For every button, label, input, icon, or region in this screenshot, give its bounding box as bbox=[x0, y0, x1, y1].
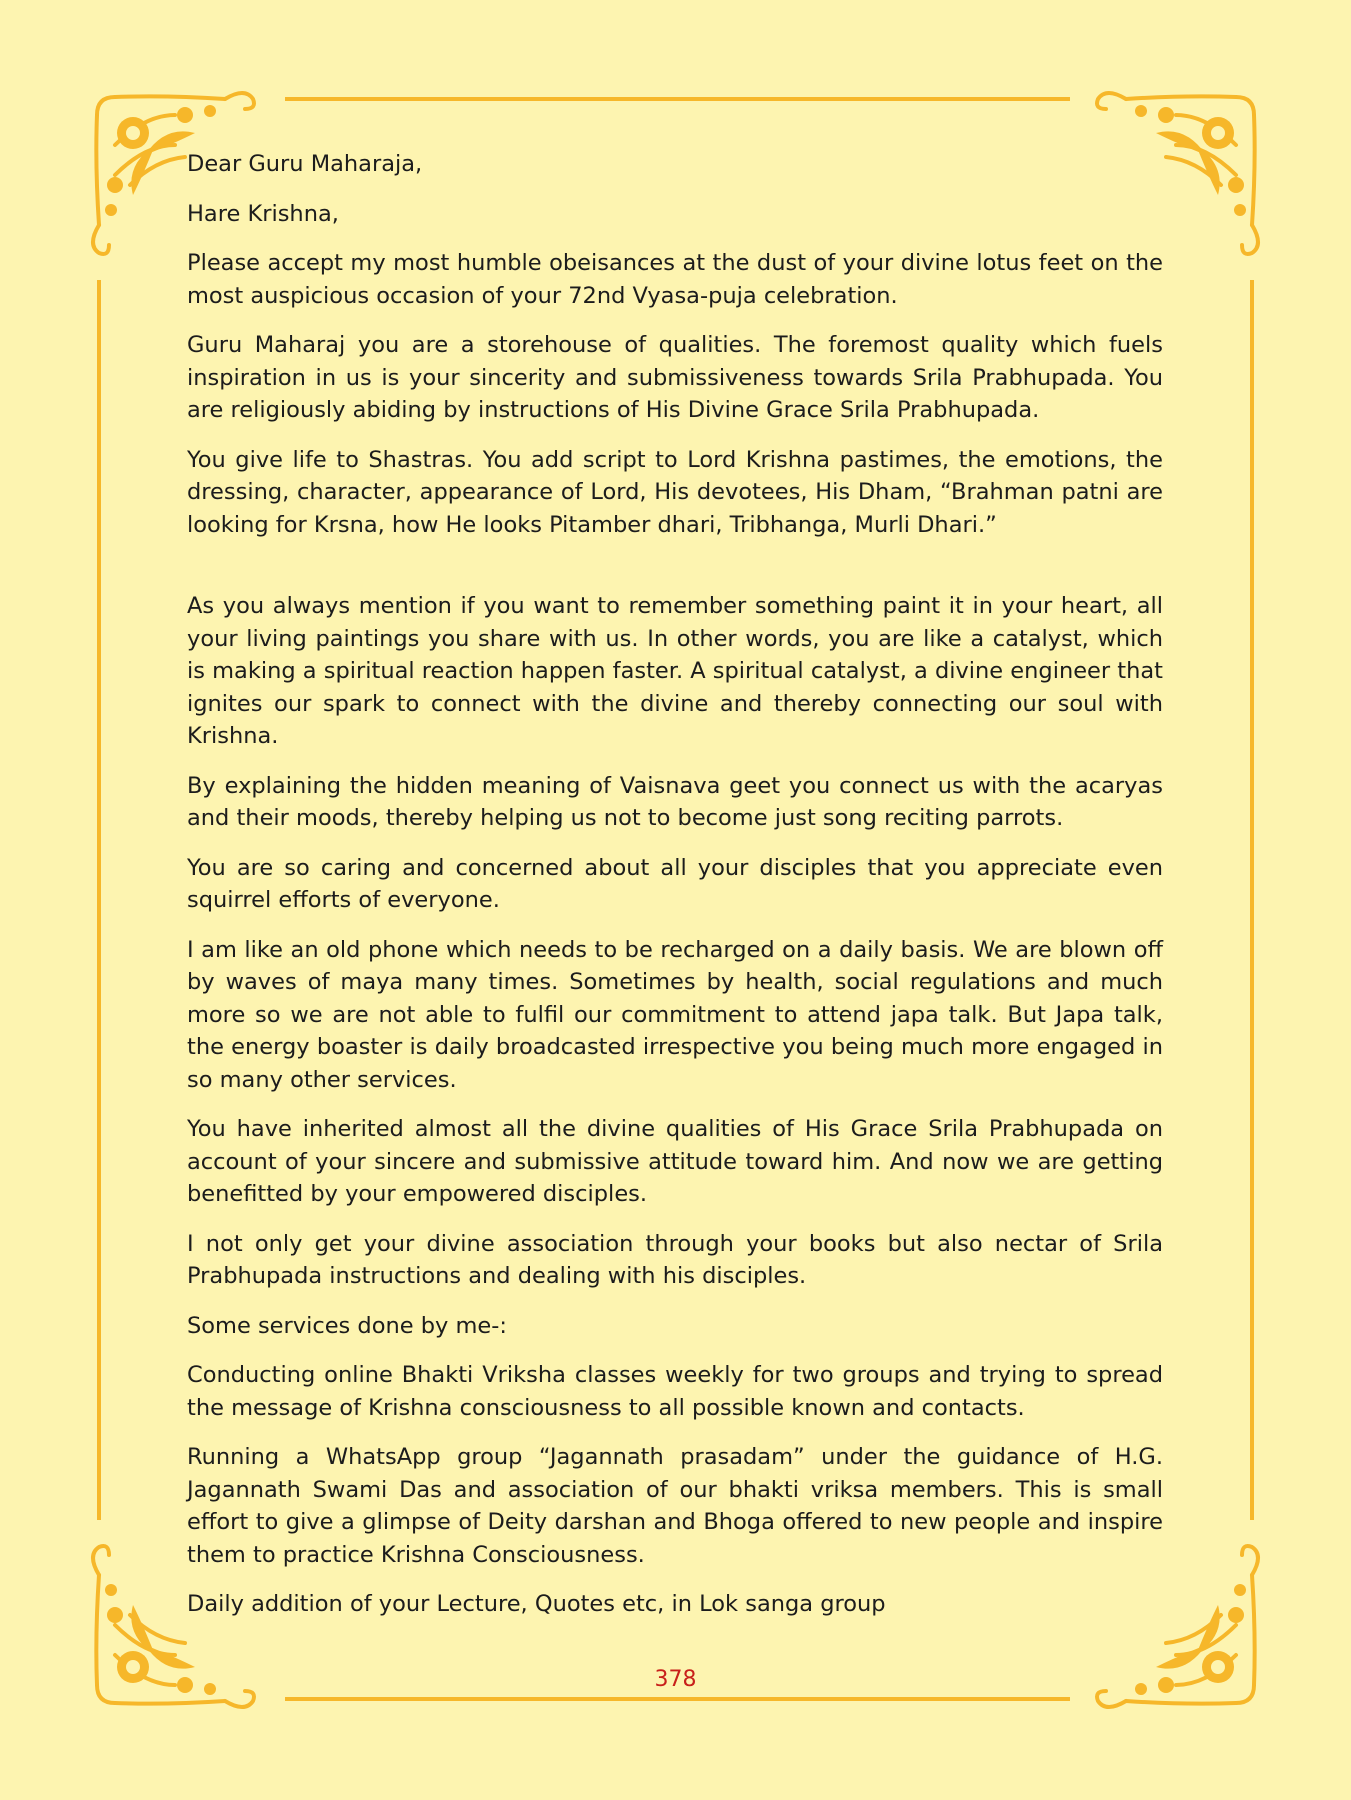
paragraph: Some services done by me-: bbox=[187, 1312, 507, 1339]
border-right-line bbox=[1250, 280, 1254, 1520]
paragraph: Daily addition of your Lecture, Quotes etc, in Lok sanga group bbox=[187, 1591, 886, 1617]
greeting: Hare Krishna, bbox=[187, 200, 339, 227]
paragraph: By explaining the hidden meaning of Vaisnava geet you connect us with the acaryas and their moods, thereby helping us not to become just song reciting parrots. bbox=[187, 772, 1163, 831]
letter-body bbox=[187, 148, 1163, 1638]
paragraph: Conducting online Bhakti Vriksha classes weekly for two groups and trying to spread the message of Krishna consciousness to all possible known and contacts. bbox=[187, 1362, 1163, 1421]
paragraph: Guru Maharaj you are a storehouse of qualities. The foremost quality which fuels inspiration in us is your sincerity and submissiveness towards Srila Prabhupada. You are religiously abiding by instructions of His Divine Grace Srila Prabhupada. bbox=[187, 332, 1163, 423]
paragraph: You are so caring and concerned about all your disciples that you appreciate even squirrel efforts of everyone. bbox=[187, 854, 1163, 913]
section-gap bbox=[187, 558, 1163, 590]
border-bottom-line bbox=[285, 1697, 1070, 1701]
paragraph: You give life to Shastras. You add script to Lord Krishna pastimes, the emotions, the dressing, character, appearance of Lord, His devotees, His Dham, “Brahman patni are looking for Krsna, how He looks Pitamber dhari, Tribhanga, Murli Dhari.” bbox=[187, 446, 1163, 538]
paragraph: I am like an old phone which needs to be recharged on a daily basis. We are blown off by waves of maya many times. Sometimes by health, social regulations and much more so we are not able to fulfil our commitment to attend japa talk. But Japa talk, the energy boaster is daily broadcasted irrespective you being much more engaged in so many other services. bbox=[187, 936, 1163, 1093]
paragraph: You have inherited almost all the divine qualities of His Grace Srila Prabhupada on account of your sincere and submissive attitude toward him. And now we are getting benefitted by your empowered disciples. bbox=[187, 1116, 1163, 1207]
border-left-line bbox=[97, 280, 101, 1520]
paragraph: As you always mention if you want to remember something paint it in your heart, all your living paintings you share with us. In other words, you are like a catalyst, which is making a spiritual reaction happen faster. A spiritual catalyst, a divine engineer that ignites our spark to connect with the divine and thereby connecting our soul with Krishna. bbox=[187, 593, 1163, 749]
page-number: 378 bbox=[654, 1667, 697, 1692]
salutation: Dear Guru Maharaja, bbox=[187, 151, 423, 177]
border-top-line bbox=[285, 97, 1070, 101]
paragraph: I not only get your divine association through your books but also nectar of Srila Prabhupada instructions and dealing with his disciples. bbox=[187, 1230, 1163, 1289]
paragraph: Running a WhatsApp group “Jagannath prasadam” under the guidance of H.G. Jagannath Swami Das and association of our bhakti vriksa members. This is small effort to give a glimpse of Deity darshan and Bhoga offered to new people and inspire them to practice Krishna Consciousness. bbox=[187, 1444, 1163, 1568]
paragraph: Please accept my most humble obeisances at the dust of your divine lotus feet on the most auspicious occasion of your 72nd Vyasa-puja celebration. bbox=[187, 250, 1163, 309]
